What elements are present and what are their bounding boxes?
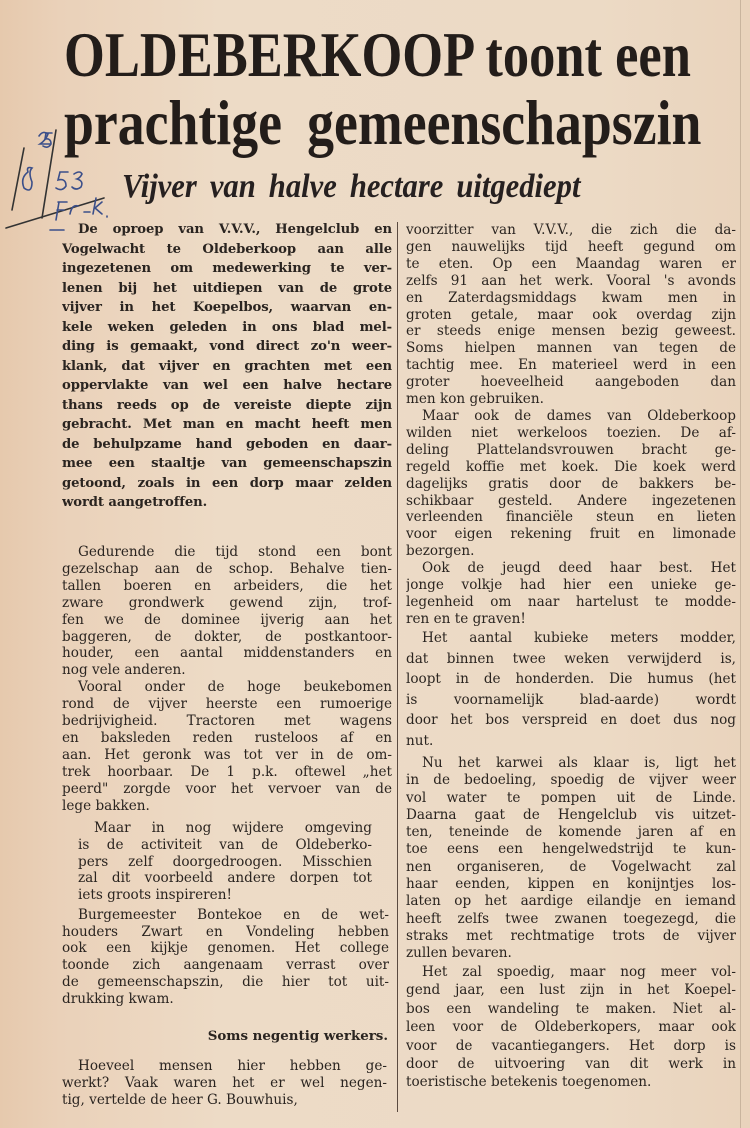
text-line: thans reeds op de vereiste diepte zijn [62, 397, 392, 413]
text-line: groter hoeveelheid aangeboden dan [406, 374, 736, 391]
text-line: voor eigen rekening fruit en limonade [406, 526, 736, 543]
text-line: Ook de jeugd deed haar best. Het [422, 560, 736, 577]
text-line: tallen boeren en arbeiders, die het [62, 577, 392, 594]
column-rule [397, 222, 398, 1112]
text-line: getoond, zoals in een dorp maar zelden [62, 475, 392, 491]
text-line: vijver in het Koepelbos, waarvan en- [62, 300, 392, 315]
text-line: wordt aangetroffen. [62, 495, 208, 510]
text-line: zal dit voorbeeld andere dorpen tot [78, 870, 372, 887]
text-line: jonge volkje had hier een unieke ge- [406, 577, 736, 594]
text-line: en baksleden reden rusteloos af en [62, 729, 392, 746]
text-line: groten getale, maar ook overdag zijn [406, 306, 736, 323]
text-line: toeristische betekenis toegenomen. [406, 1074, 652, 1091]
subheading: Vijver van halve hectare uitgediept [122, 168, 581, 205]
text-line: dagelijks gratis door de bakkers be- [406, 475, 736, 492]
text-line: nog vele anderen. [62, 662, 186, 679]
text-line: door het bos verspreid en doet dus nog [406, 712, 736, 729]
text-line: klank, dat vijver en grachten met een [62, 358, 392, 374]
text-line: dat binnen twee weken verwijderd is, [406, 650, 736, 667]
text-line: heeft zelfs twee zwanen toegezegd, die [406, 910, 736, 927]
text-line: gen nauwelijks tijd heeft gegund om [406, 238, 736, 255]
text-line: door de uitvoering van dit werk in [406, 1056, 736, 1073]
text-line: wilden niet werkeloos toezien. De af- [406, 424, 736, 441]
headline-line-1: OLDEBERKOOP toont een [64, 19, 691, 90]
text-line: legenheid om naar hartelust te modde- [406, 593, 736, 610]
text-line: in de bedoeling, spoedig de vijver weer [406, 772, 736, 789]
text-line: Burgemeester Bontekoe en de wet- [78, 907, 389, 923]
text-line: gebracht. Met man en macht heeft men [62, 417, 392, 432]
text-line: Nu het karwei als klaar is, ligt het [422, 755, 736, 771]
text-line: ook een kijkje genomen. Het college [62, 940, 389, 957]
text-line: schikbaar gesteld. Andere ingezetenen [406, 492, 736, 509]
text-line: lege bakken. [62, 797, 150, 814]
text-line: peerd" zorgde voor het vervoer van de [62, 780, 392, 797]
text-line: gezelschap aan de schop. Behalve tien- [62, 560, 392, 577]
text-line: regeld koffie met koek. Die koek werd [406, 458, 736, 475]
text-line: bedrijvigheid. Tractoren met wagens [62, 713, 392, 730]
paragraph-modder [406, 628, 736, 752]
text-line: houder, een aantal middenstanders en [62, 645, 392, 662]
text-line: toe eens een hengelwedstrijd te kun- [406, 841, 736, 858]
text-line: rond de vijver heerste een rumoerige [62, 696, 392, 713]
text-line: Gedurende die tijd stond een bont [78, 544, 392, 560]
text-line: leen voor de Oldeberkopers, maar ook [406, 1019, 736, 1036]
text-line: de behulpzame hand geboden en daar- [62, 436, 392, 452]
text-line: Maar in nog wijdere omgeving [94, 820, 372, 836]
text-line: er steeds enige mensen bezig geweest. [406, 323, 736, 340]
text-line: te eten. Op een Maandag waren er [406, 255, 736, 272]
text-line: toonde zich aangenaam verrast over [62, 957, 389, 974]
text-line: iets groots inspireren! [78, 887, 232, 904]
text-line: voorzitter van V.V.V., die zich die da- [406, 222, 736, 238]
text-line: laten op het aardige eilandje en iemand [406, 893, 736, 910]
headline-line-2: prachtige gemeenschapszin [64, 87, 702, 158]
text-line: werkt? Vaak waren het er wel negen- [62, 1075, 387, 1091]
lead-paragraph [62, 220, 392, 513]
text-line: is de activiteit van de Oldeberko- [78, 836, 372, 853]
paragraph-gezelschap [62, 544, 392, 815]
text-line: ingezetenen om medewerking te ver- [62, 261, 392, 276]
text-line: haar eenden, kippen en konijntjes los- [406, 876, 736, 893]
text-line: loopt in de honderden. Die humus (het [406, 671, 736, 688]
paragraph-omgeving [78, 820, 372, 904]
text-line: verleenden financiële steun en lieten [406, 509, 736, 526]
paragraph-koepelbos [406, 963, 736, 1092]
text-line: is voornamelijk blad-aarde) wordt [406, 691, 736, 708]
text-line: zelfs 91 aan het werk. Vooral 's avonds [406, 272, 736, 289]
text-line: baggeren, de dokter, de postkantoor- [62, 628, 392, 645]
text-line: Het zal spoedig, maar nog meer vol- [422, 964, 736, 980]
text-line: Hoeveel mensen hier hebben ge- [78, 1058, 387, 1074]
text-line: Het aantal kubieke meters modder, [422, 630, 736, 646]
text-line: deling Plattelandsvrouwen bracht ge- [406, 441, 736, 458]
text-line: Vogelwacht te Oldeberkoop aan alle [62, 241, 392, 257]
text-line: gend jaar, een lust zijn in het Koepel- [406, 982, 736, 999]
text-line: fen we de dominee ijverig aan het [62, 611, 392, 628]
text-line: oppervlakte van wel een halve hectare [62, 378, 392, 393]
text-line: straks met rechtmatige trots de vijver [406, 927, 736, 944]
text-line: Soms hielpen mannen van tegen de [406, 340, 736, 357]
text-line: de gemeenschapszin, die hier tot uit- [62, 973, 389, 990]
text-line: Daarna gaat de Hengelclub vis uitzet- [406, 806, 736, 823]
text-line: houders Zwart en Vondeling hebben [62, 923, 389, 940]
text-line: tig, vertelde de heer G. Bouwhuis, [62, 1092, 298, 1108]
text-line: zware grondwerk gewend zijn, trof- [62, 594, 392, 611]
text-line: pers zelf doorgedroogen. Misschien [78, 853, 372, 870]
paragraph-burgemeester [62, 907, 389, 1007]
text-line: kele weken geleden in ons blad mel- [62, 319, 392, 335]
paragraph-hoeveel [62, 1058, 387, 1109]
text-line: nen organiseren, de Vogelwacht zal [406, 858, 736, 875]
text-line: bos een wandeling te maken. Niet al- [406, 1000, 736, 1017]
text-line: ren en te graven! [406, 610, 526, 627]
text-line: tachtig mee. En materieel werd in een [406, 357, 736, 374]
text-line: ten, teneinde de komende jaren af en [406, 824, 736, 841]
text-line: vol water te pompen uit de Linde. [406, 789, 736, 806]
text-line: voor de vacantiegangers. Het dorp is [406, 1037, 736, 1054]
text-line: en Zaterdagsmiddags kwam men in [406, 289, 736, 306]
text-line: aan. Het geronk was tot ver in de om- [62, 746, 392, 763]
text-line: drukking kwam. [62, 990, 174, 1007]
text-line: men kon gebruiken. [406, 391, 544, 408]
text-line: lenen bij het uitdiepen van de grote [62, 280, 392, 296]
text-line: Maar ook de dames van Oldeberkoop [422, 407, 736, 424]
text-line: Vooral onder de hoge beukebomen [78, 679, 392, 696]
section-subhead: Soms negentig werkers. [207, 1028, 388, 1044]
text-line: nut. [406, 732, 434, 749]
text-line: ding is gemaakt, vond direct zo'n weer- [62, 339, 392, 354]
page-edge-fold [740, 0, 741, 1128]
text-line: trek hoorbaar. De 1 p.k. oftewel „het [62, 763, 392, 780]
paragraph-voorzitter [406, 222, 736, 628]
text-line: bezorgen. [406, 543, 475, 560]
paragraph-karwei [406, 755, 736, 963]
text-line: mee een staaltje van gemeenschapszin [62, 456, 392, 471]
text-line: De oproep van V.V.V., Hengelclub en [78, 222, 392, 237]
text-line: zullen bevaren. [406, 945, 512, 962]
